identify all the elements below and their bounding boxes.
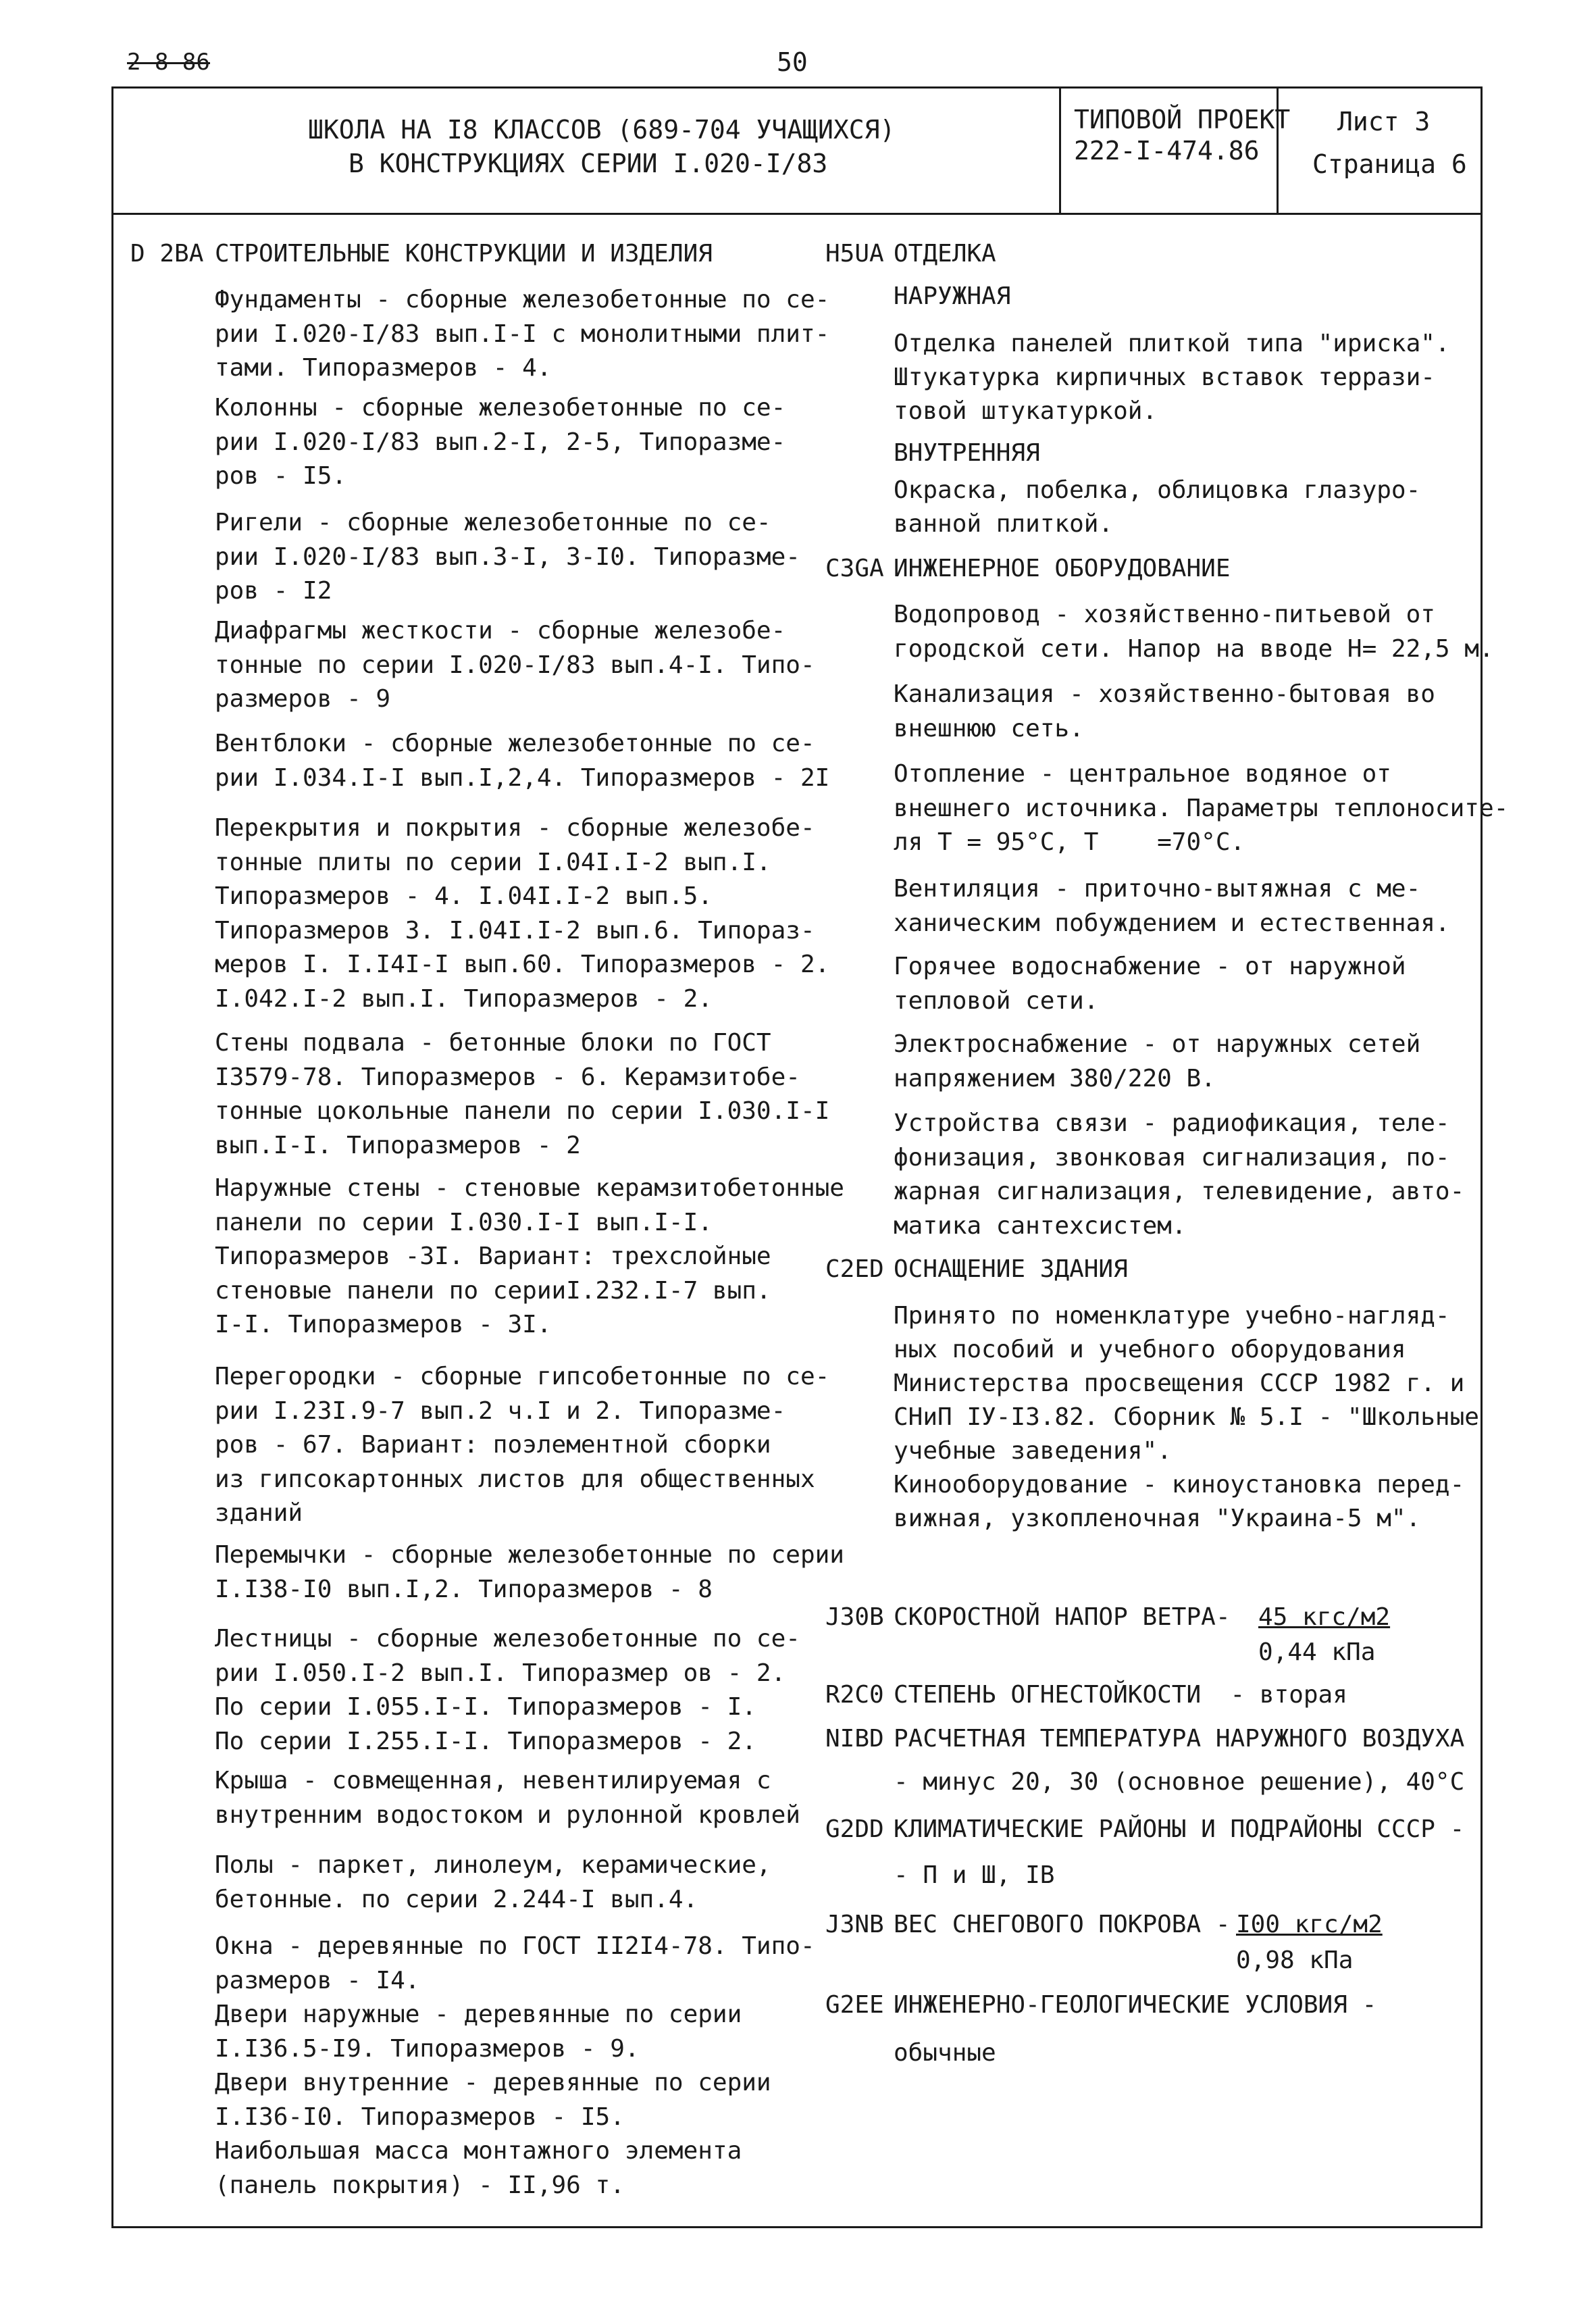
header-title-line1: ШКОЛА НА I8 КЛАССОВ (689-704 УЧАЩИХСЯ) bbox=[308, 115, 896, 145]
temperature-value: - минус 20, 30 (основное решение), 40°C bbox=[894, 1768, 1465, 1796]
structures-line: Двери внутренние - деревянные по серии bbox=[215, 2069, 771, 2096]
structures-line: бетонные. по серии 2.244-I вып.4. bbox=[215, 1885, 698, 1913]
geology-title: ИНЖЕНЕРНО-ГЕОЛОГИЧЕСКИЕ УСЛОВИЯ - bbox=[894, 1991, 1377, 2019]
structures-line: Перемычки - сборные железобетонные по серии bbox=[215, 1541, 844, 1569]
header-divider-1 bbox=[1059, 86, 1061, 213]
structures-line: из гипсокартонных листов для общественных bbox=[215, 1465, 815, 1493]
structures-line: I-I. Типоразмеров - 3I. bbox=[215, 1311, 552, 1338]
structures-line: Крыша - совмещенная, невентилируемая с bbox=[215, 1767, 771, 1794]
structures-line: ров - 67. Вариант: поэлементной сборки bbox=[215, 1431, 771, 1459]
structures-line: (панель покрытия) - II,96 т. bbox=[215, 2171, 625, 2199]
structures-line: вып.I-I. Типоразмеров - 2 bbox=[215, 1131, 581, 1159]
structures-line: Типоразмеров 3. I.04I.I-2 вып.6. Типораз- bbox=[215, 916, 815, 945]
outfit-line: Министерства просвещения СССР 1982 г. и bbox=[894, 1369, 1465, 1397]
equipment-line: Горячее водоснабжение - от наружной bbox=[894, 953, 1406, 980]
structures-line: зданий bbox=[215, 1499, 303, 1527]
document-code: 2-8-86 bbox=[127, 49, 210, 76]
equipment-line: внешнего источника. Параметры теплоносите- bbox=[894, 794, 1509, 822]
finish-outer-line: Штукатурка кирпичных вставок террази- bbox=[894, 363, 1435, 391]
structures-line: I.042.I-2 вып.I. Типоразмеров - 2. bbox=[215, 984, 713, 1013]
geology-value: обычные bbox=[894, 2039, 996, 2067]
section-code-geology: G2EE bbox=[825, 1991, 884, 2019]
structures-line: Колонны - сборные железобетонные по се- bbox=[215, 394, 786, 422]
section-title-finish: ОТДЕЛКА bbox=[894, 240, 996, 268]
section-code-climate: G2DD bbox=[825, 1815, 884, 1843]
finish-outer-title: НАРУЖНАЯ bbox=[894, 282, 1011, 310]
header-divider bbox=[111, 213, 1483, 215]
wind-title: СКОРОСТНОЙ НАПОР ВЕТРА bbox=[894, 1603, 1216, 1631]
structures-line: рии I.23I.9-7 вып.2 ч.I и 2. Типоразме- bbox=[215, 1397, 786, 1425]
wind-value-kpa: 0,44 кПа bbox=[1258, 1638, 1376, 1666]
equipment-line: ля T = 95°C, T =70°C. bbox=[894, 828, 1245, 856]
structures-line: I.I36-I0. Типоразмеров - I5. bbox=[215, 2103, 625, 2131]
equipment-line: тепловой сети. bbox=[894, 986, 1099, 1015]
structures-line: Ригели - сборные железобетонные по се- bbox=[215, 509, 771, 536]
finish-outer-line: Отделка панелей плиткой типа "ириска". bbox=[894, 330, 1450, 357]
header-title-line2: В КОНСТРУКЦИЯХ СЕРИИ I.020-I/83 bbox=[349, 149, 828, 178]
structures-line: ров - I5. bbox=[215, 462, 347, 490]
section-code-fire: R2C0 bbox=[825, 1681, 884, 1709]
equipment-line: Вентиляция - приточно-вытяжная с ме- bbox=[894, 875, 1421, 903]
section-code-wind: J30B bbox=[825, 1603, 884, 1631]
outfit-line: Кинооборудование - киноустановка перед- bbox=[894, 1471, 1465, 1499]
finish-inner-title: ВНУТРЕННЯЯ bbox=[894, 439, 1040, 467]
climate-value: - П и Ш, IB bbox=[894, 1861, 1055, 1889]
equipment-line: фонизация, звонковая сигнализация, по- bbox=[894, 1143, 1450, 1172]
page-label: Страница 6 bbox=[1312, 149, 1467, 179]
structures-line: рии I.020-I/83 вып.2-I, 2-5, Типоразме- bbox=[215, 428, 786, 456]
finish-inner-line: Окраска, побелка, облицовка глазуро- bbox=[894, 476, 1421, 504]
structures-line: Диафрагмы жесткости - сборные железобе- bbox=[215, 617, 786, 645]
structures-line: Окна - деревянные по ГОСТ II2I4-78. Типо- bbox=[215, 1932, 815, 1960]
structures-line: Лестницы - сборные железобетонные по се- bbox=[215, 1625, 800, 1653]
equipment-line: напряжением 380/220 В. bbox=[894, 1064, 1216, 1092]
section-code-outfit: C2ED bbox=[825, 1255, 884, 1283]
equipment-line: Канализация - хозяйственно-бытовая во bbox=[894, 680, 1435, 708]
section-title-equipment: ИНЖЕНЕРНОЕ ОБОРУДОВАНИЕ bbox=[894, 555, 1231, 582]
structures-line: тонные по серии I.020-I/83 вып.4-I. Типо- bbox=[215, 651, 815, 679]
equipment-line: внешнюю сеть. bbox=[894, 714, 1084, 743]
snow-title: ВЕС СНЕГОВОГО ПОКРОВА - bbox=[894, 1911, 1231, 1938]
finish-outer-line: товой штукатуркой. bbox=[894, 397, 1158, 425]
equipment-line: Отопление - центральное водяное от bbox=[894, 760, 1391, 788]
equipment-line: городской сети. Напор на вводе H= 22,5 м. bbox=[894, 634, 1494, 663]
structures-line: Фундаменты - сборные железобетонные по се- bbox=[215, 286, 830, 313]
project-label: ТИПОВОЙ ПРОЕКТ bbox=[1074, 105, 1291, 134]
structures-line: размеров - I4. bbox=[215, 1966, 420, 1994]
equipment-line: Электроснабжение - от наружных сетей bbox=[894, 1030, 1421, 1058]
structures-line: Типоразмеров -3I. Вариант: трехслойные bbox=[215, 1242, 771, 1270]
section-code-snow: J3NB bbox=[825, 1911, 884, 1938]
structures-line: Стены подвала - бетонные блоки по ГОСТ bbox=[215, 1029, 771, 1057]
structures-line: рии I.020-I/83 вып.3-I, 3-I0. Типоразме- bbox=[215, 543, 800, 571]
equipment-line: жарная сигнализация, телевидение, авто- bbox=[894, 1178, 1465, 1205]
structures-line: Вентблоки - сборные железобетонные по се- bbox=[215, 730, 815, 757]
structures-line: I3579-78. Типоразмеров - 6. Керамзитобе- bbox=[215, 1063, 800, 1091]
structures-line: стеновые панели по серииI.232.I-7 вып. bbox=[215, 1276, 771, 1305]
outfit-line: ных пособий и учебного оборудования bbox=[894, 1336, 1406, 1363]
structures-line: размеров - 9 bbox=[215, 685, 391, 713]
structures-line: Полы - паркет, линолеум, керамические, bbox=[215, 1851, 771, 1879]
outfit-line: учебные заведения". bbox=[894, 1437, 1172, 1465]
structures-line: рии I.020-I/83 вып.I-I с монолитными плит- bbox=[215, 320, 830, 348]
structures-line: Двери наружные - деревянные по серии bbox=[215, 2001, 742, 2028]
structures-line: тонные цокольные панели по серии I.030.I-I bbox=[215, 1097, 830, 1125]
structures-line: тами. Типоразмеров - 4. bbox=[215, 354, 552, 382]
temperature-title: РАСЧЕТНАЯ ТЕМПЕРАТУРА НАРУЖНОГО ВОЗДУХА bbox=[894, 1725, 1465, 1753]
outfit-line: вижная, узкопленочная "Украина-5 м". bbox=[894, 1505, 1421, 1532]
structures-line: I.I36.5-I9. Типоразмеров - 9. bbox=[215, 2034, 640, 2063]
structures-line: панели по серии I.030.I-I вып.I-I. bbox=[215, 1208, 713, 1236]
structures-line: Наружные стены - стеновые керамзитобетонные bbox=[215, 1174, 844, 1202]
strikethrough-line bbox=[127, 62, 210, 64]
structures-line: ров - I2 bbox=[215, 577, 332, 605]
snow-value-kpa: 0,98 кПа bbox=[1236, 1946, 1354, 1974]
finish-inner-line: ванной плиткой. bbox=[894, 510, 1114, 538]
outfit-line: СНиП IУ-I3.82. Сборник № 5.I - "Школьные bbox=[894, 1403, 1479, 1431]
structures-line: Перегородки - сборные гипсобетонные по се- bbox=[215, 1363, 830, 1390]
structures-line: По серии I.055.I-I. Типоразмеров - I. bbox=[215, 1693, 756, 1721]
fire-resistance: СТЕПЕНЬ ОГНЕСТОЙКОСТИ - вторая bbox=[894, 1681, 1347, 1709]
wind-dash: - bbox=[1216, 1603, 1231, 1631]
structures-line: I.I38-I0 вып.I,2. Типоразмеров - 8 bbox=[215, 1575, 713, 1603]
project-number: 222-I-474.86 bbox=[1074, 136, 1260, 166]
structures-line: Перекрытия и покрытия - сборные железобе- bbox=[215, 814, 815, 842]
structures-line: тонные плиты по серии I.04I.I-2 вып.I. bbox=[215, 848, 771, 876]
equipment-line: ханическим побуждением и естественная. bbox=[894, 909, 1450, 937]
wind-value-kgs: 45 кгс/м2 bbox=[1258, 1603, 1391, 1631]
equipment-line: Водопровод - хозяйственно-питьевой от bbox=[894, 601, 1435, 628]
structures-line: меров I. I.I4I-I вып.60. Типоразмеров - 2. bbox=[215, 951, 830, 978]
section-title-outfit: ОСНАЩЕНИЕ ЗДАНИЯ bbox=[894, 1255, 1128, 1283]
structures-line: рии I.050.I-2 вып.I. Типоразмер ов - 2. bbox=[215, 1659, 786, 1687]
equipment-line: матика сантехсистем. bbox=[894, 1211, 1187, 1240]
structures-line: По серии I.255.I-I. Типоразмеров - 2. bbox=[215, 1727, 756, 1755]
section-code-structures: D 2BA bbox=[130, 240, 204, 268]
page-number: 50 bbox=[777, 47, 808, 77]
structures-line: внутренним водостоком и рулонной кровлей bbox=[215, 1801, 800, 1829]
structures-line: Наибольшая масса монтажного элемента bbox=[215, 2137, 742, 2165]
section-title-structures: СТРОИТЕЛЬНЫЕ КОНСТРУКЦИИ И ИЗДЕЛИЯ bbox=[215, 240, 713, 268]
outfit-line: Принято по номенклатуре учебно-нагляд- bbox=[894, 1302, 1450, 1330]
section-code-equipment: C3GA bbox=[825, 555, 884, 582]
sheet-number: Лист 3 bbox=[1337, 107, 1431, 136]
section-code-temperature: NIBD bbox=[825, 1725, 884, 1753]
section-code-finish: H5UA bbox=[825, 240, 884, 268]
structures-line: Типоразмеров - 4. I.04I.I-2 вып.5. bbox=[215, 882, 713, 910]
climate-title: КЛИМАТИЧЕСКИЕ РАЙОНЫ И ПОДРАЙОНЫ СССР - bbox=[894, 1815, 1465, 1843]
snow-value-kgs: I00 кгс/м2 bbox=[1236, 1911, 1383, 1938]
structures-line: рии I.034.I-I вып.I,2,4. Типоразмеров - 2I bbox=[215, 763, 830, 792]
equipment-line: Устройства связи - радиофикация, теле- bbox=[894, 1109, 1450, 1137]
